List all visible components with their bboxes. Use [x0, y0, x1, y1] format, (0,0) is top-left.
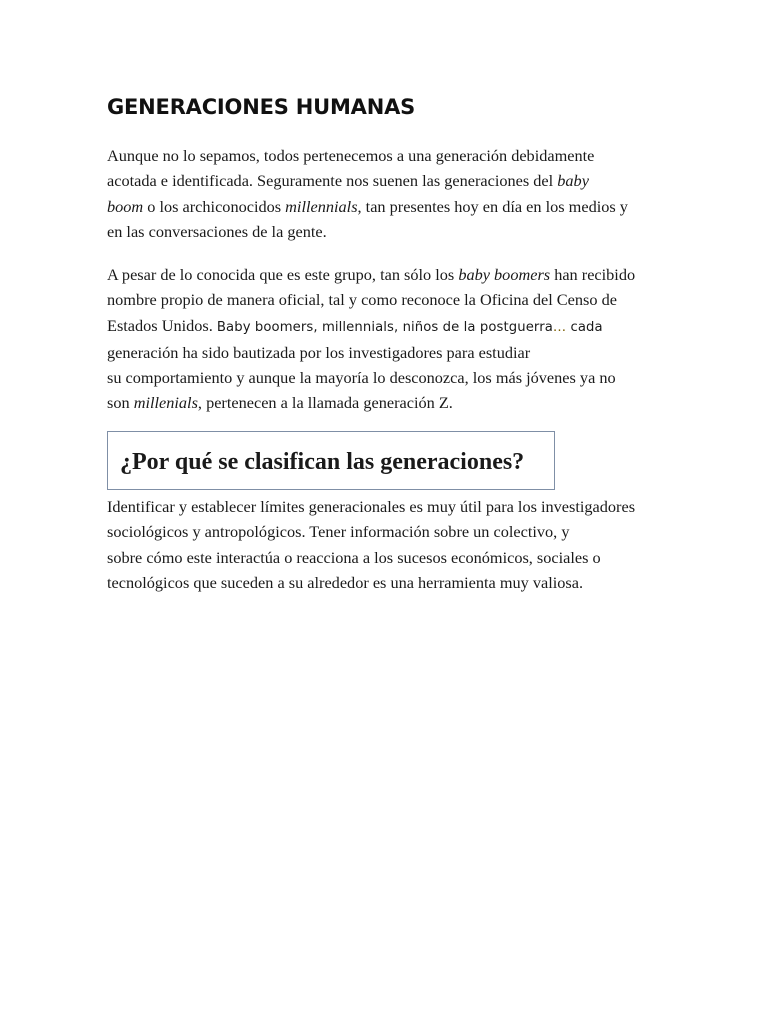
- text-line: en las conversaciones de la gente.: [107, 221, 327, 241]
- text-run-alt-font: Baby boomers, millennials, niños de la postguerra: [216, 319, 553, 335]
- text-line: su comportamiento y aunque la mayoría lo desconozca, los más jóvenes ya no: [107, 368, 616, 388]
- ellipsis: …: [552, 319, 567, 335]
- section-heading-box: [107, 431, 555, 490]
- text-line: [107, 390, 667, 415]
- text-run: , pertenecen a la llamada generación Z.: [197, 393, 453, 413]
- text-run: Estados Unidos.: [107, 315, 217, 335]
- text-run: han recibido: [550, 265, 636, 284]
- section-paragraph: [107, 494, 667, 595]
- text-line: [107, 168, 667, 193]
- text-run: , tan presentes hoy en día en los medios y: [357, 196, 628, 216]
- text-line: sociológicos y antropológicos. Tener información sobre un colectivo, y: [107, 522, 570, 542]
- text-line: [107, 313, 667, 340]
- intro-paragraph: [107, 143, 667, 244]
- page-title: GENERACIONES HUMANAS: [107, 95, 416, 119]
- text-line: sobre cómo este interactúa o reacciona a los sucesos económicos, sociales o: [107, 547, 601, 567]
- text-run: acotada e identificada. Seguramente nos suenen las generaciones del: [107, 171, 558, 191]
- italic-term: millennials: [285, 196, 358, 216]
- text-line: Identificar y establecer límites generacionales es muy útil para los investigadores: [107, 497, 636, 516]
- text-run: son: [107, 393, 134, 413]
- italic-term: boom: [107, 196, 144, 216]
- section-heading: ¿Por qué se clasifican las generaciones?: [120, 449, 525, 475]
- body-paragraph: [107, 262, 667, 416]
- text-line: nombre propio de manera oficial, tal y como reconoce la Oficina del Censo de: [107, 290, 617, 310]
- italic-term: baby: [557, 171, 589, 191]
- text-run-alt-font: cada: [566, 319, 603, 335]
- text-line: tecnológicos que suceden a su alrededor es una herramienta muy valiosa.: [107, 572, 584, 592]
- text-line: generación ha sido bautizada por los investigadores para estudiar: [107, 342, 531, 362]
- text-line: Aunque no lo sepamos, todos pertenecemos a una generación debidamente: [107, 146, 595, 165]
- text-run: o los archiconocidos: [143, 196, 286, 216]
- text-line: [107, 194, 667, 219]
- text-run: A pesar de lo conocida que es este grupo, tan sólo los: [107, 265, 459, 284]
- italic-term: baby boomers: [458, 265, 551, 284]
- text-line: [107, 262, 667, 287]
- italic-term: millenials: [133, 393, 198, 413]
